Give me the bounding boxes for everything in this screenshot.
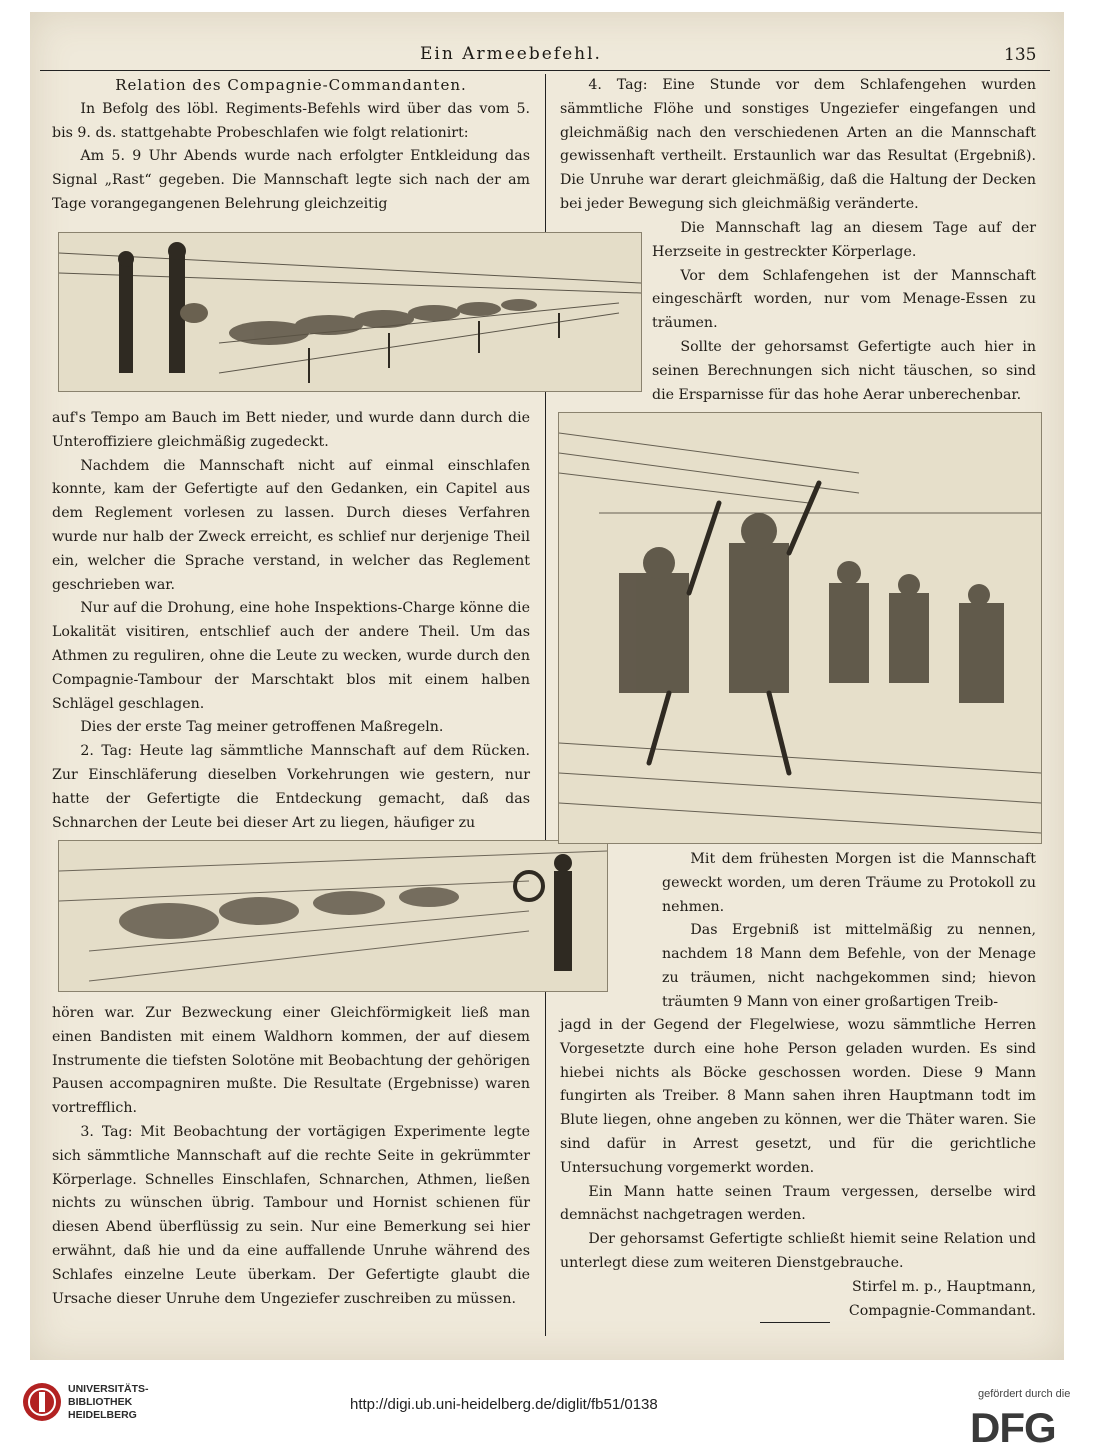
left-column-block-1 xyxy=(52,74,530,217)
funded-by-label: gefördert durch die xyxy=(978,1388,1071,1400)
paragraph: 2. Tag: Heute lag sämmtliche Mannschaft auf dem Rücken. Zur Einschläferung dieselben Vorkehrungen wie gestern, nur hatte der Gefertigte die Entdeckung gemacht, daß das Schnarchen der Leute bei dieser Art zu liegen, häufiger zu xyxy=(52,743,530,831)
institution-name: UNIVERSITÄTS- BIBLIOTHEK HEIDELBERG xyxy=(68,1383,149,1421)
right-column-block-4 xyxy=(560,1014,1036,1323)
paragraph: Mit dem frühesten Morgen ist die Mannschaft geweckt worden, um deren Träume zu Protokoll zu nehmen. xyxy=(662,851,1036,915)
illustration-soldiers-dreaming xyxy=(558,412,1042,844)
paragraph: Am 5. 9 Uhr Abends wurde nach erfolgter Entkleidung das Signal „Rast“ gegeben. Die Mannschaft legte sich nach der am Tage vorangegangenen Belehrung gleichzeitig xyxy=(52,148,530,212)
paragraph: 4. Tag: Eine Stunde vor dem Schlafengehen wurden sämmtliche Flöhe und sonstiges Ungeziefer eingefangen und gleichmäßig nach den verschiedenen Arten an die Mannschaft gewissenhaft vertheilt. Erstaunlich war das Resultat (Ergebniß). Die Unruhe war derart gleichmäßig, daß die Haltung der Decken bei jeder Bewegung sich gleichmäßig veränderte. xyxy=(560,77,1036,212)
left-column-block-3 xyxy=(52,1002,530,1311)
paragraph: Nur auf die Drohung, eine hohe Inspektions-Charge könne die Lokalität visitiren, entschlief auch der andere Theil. Um das Athmen zu reguliren, ohne die Leute zu wecken, wurde durch den Compagnie-Tambour der Marschtakt blos mit einem halben Schlägel geschlagen. xyxy=(52,600,530,712)
paragraph: In Befolg des löbl. Regiments-Befehls wird über das vom 5. bis 9. ds. stattgehabte Probeschlafen wie folgt relationirt: xyxy=(52,100,530,141)
paragraph: Das Ergebniß ist mittelmäßig zu nennen, nachdem 18 Mann dem Befehle, von der Menage zu träumen, nicht nachgekommen sind; hievon träumten 9 Mann von einer großartigen Treib- xyxy=(662,922,1036,1010)
university-seal-icon xyxy=(22,1382,62,1422)
signature-title: Compagnie-Commandant. xyxy=(848,1302,1036,1319)
section-heading: Relation des Compagnie-Commandanten. xyxy=(115,76,467,94)
dfg-logo-icon: DFG xyxy=(970,1404,1056,1451)
right-column-block-1 xyxy=(560,74,1036,217)
paragraph: Vor dem Schlafengehen ist der Mannschaft eingeschärft worden, nur vom Menage-Essen zu träumen. xyxy=(652,267,1036,332)
illustration-hornist-soldiers-back xyxy=(58,840,608,992)
page-number: 135 xyxy=(1004,45,1037,65)
paragraph: Nachdem die Mannschaft nicht auf einmal einschlafen konnte, kam der Gefertigte auf den Gedanken, ein Capitel aus dem Reglement vorlesen zu lassen. Durch dieses Verfahren wurde nur halb der Zweck erreicht, es schlief nur derjenige Theil ein, welcher die Sprache verstand, in welcher das Reglement geschrieben war. xyxy=(52,457,530,593)
paragraph: auf's Tempo am Bauch im Bett nieder, und wurde dann durch die Unteroffiziere gleichmäßig zugedeckt. xyxy=(52,410,530,450)
right-column-block-2 xyxy=(652,217,1036,407)
paragraph: Sollte der gehorsamst Gefertigte auch hier in seinen Berechnungen sich nicht täuschen, so sind die Ersparnisse für das hohe Aerar unberechenbar. xyxy=(652,338,1036,403)
paragraph: 3. Tag: Mit Beobachtung der vortägigen Experimente legte sich sämmtliche Mannschaft auf die rechte Seite in gekrümmter Körperlage. Schnelles Einschlafen, Schnarchen, Athmen, ließen nichts zu wünschen übrig. Tambour und Hornist schienen für diesen Abend überflüssig zu sein. Nur eine Bemerkung sei hier erwähnt, daß hie und da eine auffallende Unruhe während des Schlafes einzelne Leute überkam. Der Gefertigte glaubt die Ursache dieser Unruhe dem Ungeziefer zuschreiben zu müssen. xyxy=(52,1123,530,1307)
footer-bar xyxy=(0,1360,1095,1455)
paragraph: hören war. Zur Bezweckung einer Gleichförmigkeit ließ man einen Bandisten mit einem Waldhorn kommen, der auf diesem Instrumente die tiefsten Solotöne mit Beobachtung der gehörigen Pausen accompagniren mußte. Die Resultate (Ergebnisse) waren vortrefflich. xyxy=(52,1005,530,1117)
right-column-block-3 xyxy=(662,848,1036,1015)
source-url[interactable]: http://digi.ub.uni-heidelberg.de/diglit/fb51/0138 xyxy=(350,1396,658,1413)
running-title: Ein Armeebefehl. xyxy=(420,44,602,64)
end-rule xyxy=(760,1322,830,1323)
paragraph: Dies der erste Tag meiner getroffenen Maßregeln. xyxy=(80,719,444,736)
left-column-block-2 xyxy=(52,407,530,835)
paragraph: Ein Mann hatte seinen Traum vergessen, derselbe wird demnächst nachgetragen werden. xyxy=(560,1183,1036,1224)
paragraph: Die Mannschaft lag an diesem Tage auf der Herzseite in gestreckter Körperlage. xyxy=(652,220,1036,260)
header-rule xyxy=(40,70,1050,71)
paragraph: Der gehorsamst Gefertigte schließt hiemit seine Relation und unterlegt diese zum weiteren Dienstgebrauche. xyxy=(560,1231,1036,1271)
illustration-soldiers-sleeping-stomach xyxy=(58,232,642,392)
paragraph: jagd in der Gegend der Flegelwiese, wozu sämmtliche Herren Vorgesetzte durch eine hohe Person geladen wurden. Es sind hiebei nichts als Böcke geschossen worden. Diese 9 Mann fungirten als Treiber. 8 Mann sahen ihren Hauptmann todt im Blute liegen, ohne angeben zu können, wer die Thäter waren. Sie sind dafür in Arrest gesetzt, und für die gerichtliche Untersuchung vorgemerkt worden. xyxy=(560,1017,1036,1176)
signature: Stirfel m. p., Hauptmann, xyxy=(852,1278,1036,1295)
